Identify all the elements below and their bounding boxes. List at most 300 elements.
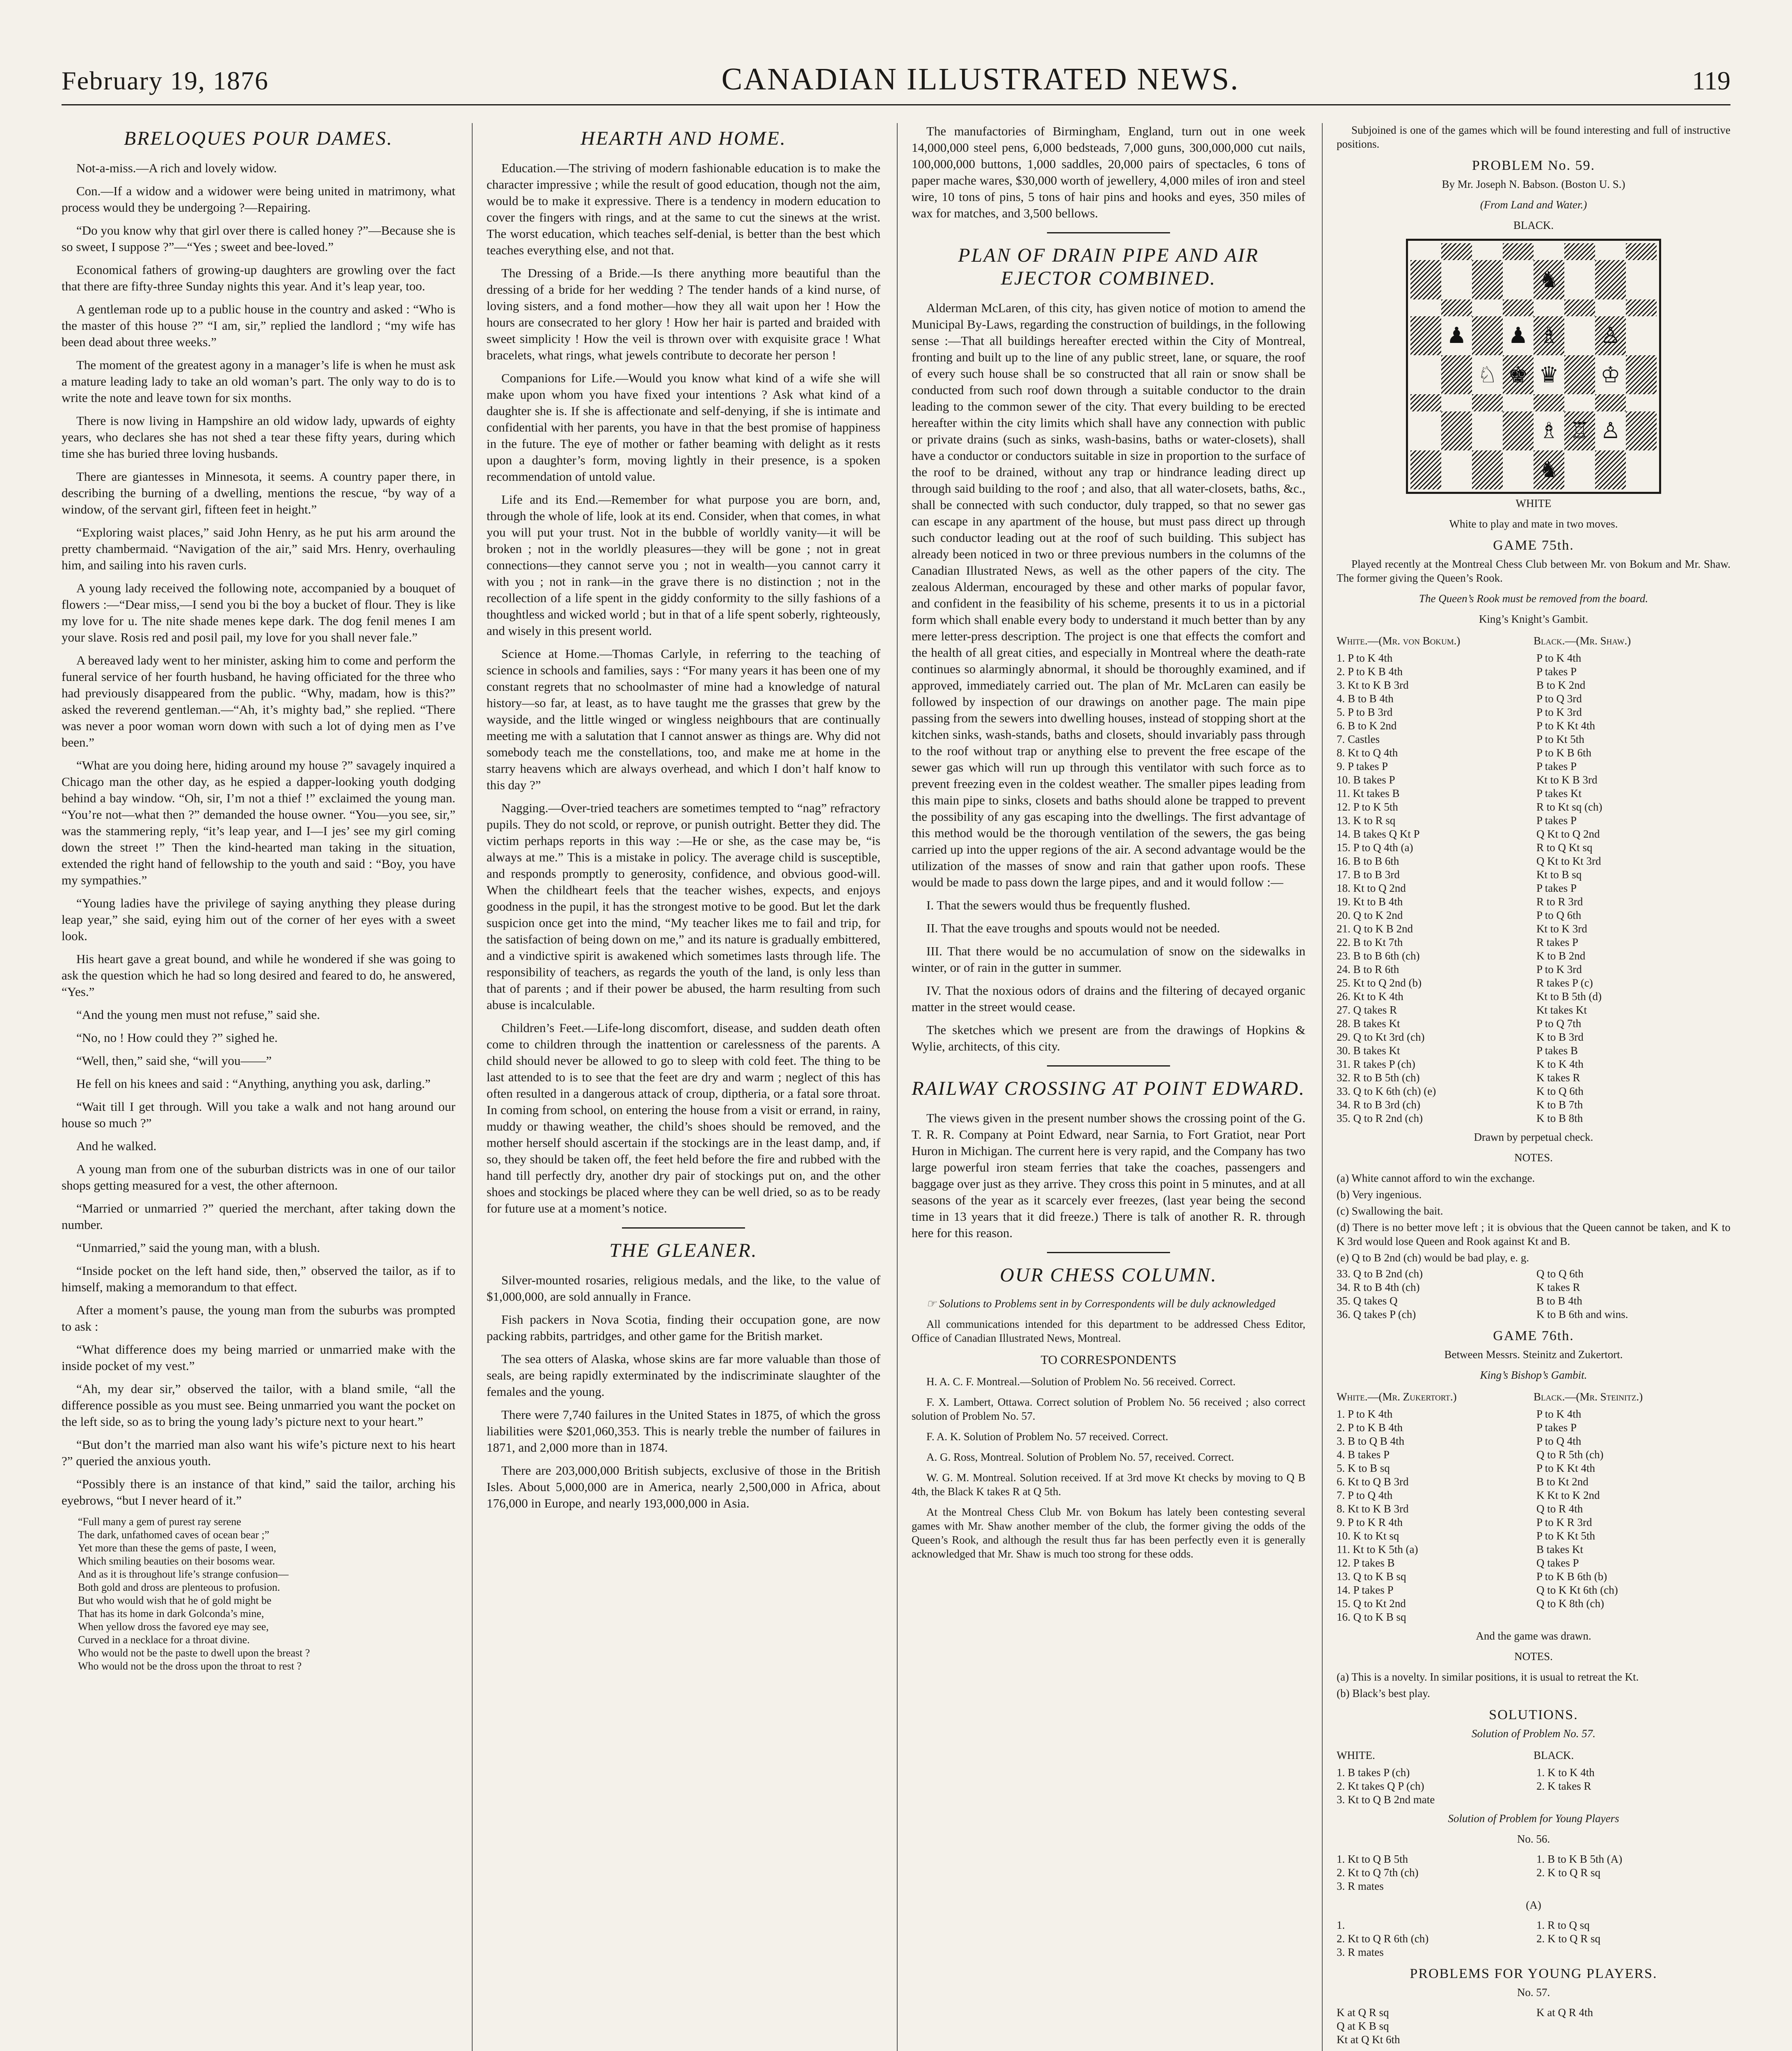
chess-piece-square: ♗ [1534, 411, 1564, 450]
paragraph: There were 7,740 failures in the United States in 1875, of which the gross liabilities were $201,060,353. This is nearly treble the number of failures in 1871, and 2,000 more than in 1874. [487, 1407, 880, 1455]
solution-header [1337, 1747, 1730, 1763]
board-square [1626, 450, 1657, 489]
move-cell: 13. Q to K B sq [1337, 1570, 1406, 1583]
board-square [1410, 243, 1441, 260]
move-cell: P to K B 6th [1536, 747, 1592, 759]
verse-line: The dark, unfathomed caves of ocean bear ;” [78, 1529, 270, 1541]
board-square [1441, 355, 1472, 394]
players-header [1337, 1389, 1730, 1405]
verse-line: That has its home in dark Golconda’s mine, [78, 1608, 264, 1619]
board-square [1503, 450, 1534, 489]
move-cell [1536, 1793, 1730, 1807]
chess-piece-square: ♞ [1534, 260, 1564, 299]
chess-diagram [1406, 239, 1661, 494]
chess-board [1410, 243, 1657, 489]
column-hearth-and-home [487, 123, 880, 2051]
move-list [1337, 1407, 1730, 1624]
move-cell: 35. Q to R 2nd (ch) [1337, 1112, 1423, 1124]
verse-line: Curved in a necklace for a throat divine. [78, 1634, 250, 1646]
move-cell: Kt to B sq [1536, 868, 1582, 881]
variation-list [1337, 1267, 1730, 1321]
move-cell: 13. K to R sq [1337, 814, 1396, 827]
move-cell: P takes P [1536, 882, 1577, 894]
move-cell: R to R 3rd [1536, 895, 1583, 908]
paragraph: There is now living in Hampshire an old widow lady, upwards of eighty years, who declares she has not shed a tear these fifty years, during which time she has buried three loving husbands. [62, 413, 455, 461]
move-cell: P to K 3rd [1536, 963, 1582, 975]
move-cell: 1. [1337, 1919, 1345, 1931]
newspaper-title: CANADIAN ILLUSTRATED NEWS. [721, 62, 1239, 96]
paragraph: I. That the sewers would thus be frequently flushed. [926, 898, 1191, 912]
divider [622, 1227, 745, 1229]
move-cell: 23. B to B 6th (ch) [1337, 950, 1420, 962]
move-cell: 2. Kt takes Q P (ch) [1337, 1780, 1424, 1792]
board-square [1626, 355, 1657, 394]
move-cell: B to K 2nd [1536, 679, 1586, 691]
board-square [1441, 299, 1472, 316]
move-cell: 5. P to B 3rd [1337, 706, 1393, 718]
chess-piece-square: ♞ [1534, 450, 1564, 489]
game-notes [1337, 1171, 1730, 1265]
opening-name: King’s Knight’s Gambit. [1479, 613, 1589, 625]
paragraph: “Ah, my dear sir,” observed the tailor, with a bland smile, “all the difference possible as you must see. Being unmarried you want the pocket on the left side, so as to bring the young lady’s picture next to your heart.” [62, 1382, 455, 1429]
paragraph: The sea otters of Alaska, whose skins are far more valuable than those of seals, are being rapidly exterminated by the indiscriminate slaughter of the females and the young. [487, 1352, 880, 1399]
move-cell: 21. Q to K B 2nd [1337, 923, 1413, 935]
move-cell: 4. B to B 4th [1337, 692, 1394, 705]
paragraph: Con.—If a widow and a widower were being united in matrimony, what process would they be undergoing ?—Repairing. [62, 184, 455, 215]
board-square [1472, 316, 1503, 355]
move-cell: Kt to B 5th (d) [1536, 990, 1602, 1003]
move-cell: K to B 7th [1536, 1099, 1583, 1111]
move-cell [1536, 2033, 1730, 2046]
section-title: HEARTH AND HOME. [581, 128, 786, 149]
move-cell: Kt at Q Kt 6th [1337, 2033, 1400, 2046]
move-cell: R takes P (c) [1536, 977, 1593, 989]
verse-line: “Full many a gem of purest ray serene [78, 1516, 241, 1528]
black-player: Black.—(Mr. Steinitz.) [1534, 1391, 1643, 1403]
move-cell: Q Kt to Q 2nd [1536, 828, 1600, 840]
board-square [1441, 243, 1472, 260]
paragraph: “But don’t the married man also want his wife’s picture next to his heart ?” queried the anxious youth. [62, 1437, 455, 1468]
column-breloques [62, 123, 455, 2051]
move-cell: 3. B to Q B 4th [1337, 1435, 1405, 1447]
section-title: THE GLEANER. [609, 1240, 758, 1261]
move-cell: 7. P to Q 4th [1337, 1489, 1393, 1501]
paragraph: “Do you know why that girl over there is called honey ?”—Because she is so sweet, I suppose ?”—“Yes ; sweet and bee-loved.” [62, 223, 455, 254]
move-cell: B to B 4th [1536, 1295, 1582, 1307]
verse-line: Yet more than these the gems of paste, I ween, [78, 1542, 277, 1554]
move-cell: 15. P to Q 4th (a) [1337, 841, 1413, 854]
white-player: White.—(Mr. Zukertort.) [1337, 1391, 1457, 1403]
board-square [1626, 243, 1657, 260]
black-label: BLACK. [1534, 1749, 1574, 1761]
column-rule [1322, 123, 1323, 2051]
move-cell: 3. Kt to K B 3rd [1337, 679, 1409, 691]
paragraph: Alderman McLaren, of this city, has given notice of motion to amend the Municipal By-Laws, regarding the construction of buildings, in the following sense :—That all buildings hereafter erected within the City of Montreal, fronting and built up to the line of any public street, lane, or square, the roof of every such house shall be so constructed that all rain or snow shall be conducted from such roof down through a suitable conductor to the drain leading to the common sewer of the city. That every building to be erected hereafter within the city limits which shall have any connection with public or private drains (such as sinks, wash-basins, baths or water-closets), shall have a conductor or conductors suitable in size in proportion to the surface of the roof to be drained, without any trap or hindrance leading direct up through said building to the roof ; and also, that all water-closets, baths, &c., shall be connected with such conductor, duly trapped, so that no sewer gas can escape in any apartment of the house, but must pass direct up through such conductor leading out at the roof of such building. This subject has already been noticed in two or three previous numbers in the columns of the Canadian Illustrated News, as well as the other papers of the city. The zealous Alderman, encouraged by these and other marks of popular favor, and confident in the feasibility of his scheme, presents it to us in a pictorial form which shall enable every body to understand it much better than by any mere letter-press description. The project is one that effects the comfort and the health of all great cities, and especially in Montreal where the death-rate continues so alarmingly abnormal, it should be thoroughly examined, and if approved, immediately carried out. The plan of Mr. McLaren can easily be followed by inspection of our drawings on another page. The main pipe passing from the sewers into dwelling houses, instead of stopping short at the kitchen sinks, wash-stands, baths and closets, should invariably pass through to the roof without trap or anything else to prevent the free escape of the sewer gas which will run up through this ventilator with such force as to prevent freezing even in the coldest weather. The smaller pipes leading from this main pipe to sinks, closets and baths should alone be trapped to prevent the possibility of any gas escaping into the dwellings. The first advantage of this method would be the thorough ventilation of the sewers, the gas being carried up into the upper regions of the air. A second advantage would be the utilization of the masses of snow and rain that gather upon roofs. These would be made to pass down the large pipes, and and it would follow :— [912, 301, 1305, 889]
move-cell: 8. Kt to Q 4th [1337, 747, 1398, 759]
paragraph: W. G. M. Montreal. Solution received. If at 3rd move Kt checks by moving to Q B 4th, the Black K takes R at Q 5th. [912, 1471, 1305, 1498]
game-title: GAME 76th. [1493, 1328, 1574, 1343]
move-cell: P to K Kt 5th [1536, 1530, 1595, 1542]
move-cell: 3. Kt to Q B 2nd mate [1337, 1793, 1435, 1806]
paragraph: And he walked. [76, 1139, 157, 1153]
move-cell: P to Q 7th [1536, 1017, 1582, 1030]
move-cell: 26. Kt to K 4th [1337, 990, 1403, 1003]
board-square [1595, 450, 1626, 489]
divider [1047, 232, 1170, 233]
board-black-label: BLACK. [1513, 219, 1554, 231]
board-square [1441, 411, 1472, 450]
article-body [487, 160, 880, 1217]
black-player: Black.—(Mr. Shaw.) [1534, 635, 1631, 647]
poem [62, 1515, 455, 1673]
move-cell: K takes R [1536, 1071, 1580, 1084]
columns [62, 123, 1730, 2051]
move-cell: Kt takes Kt [1536, 1004, 1587, 1016]
move-cell: K to B 3rd [1536, 1031, 1584, 1043]
board-square [1564, 260, 1595, 299]
game-result: Drawn by perpetual check. [1474, 1131, 1593, 1143]
board-square [1564, 355, 1595, 394]
move-cell: 3. R mates [1337, 1946, 1384, 1958]
move-cell: 4. B takes P [1337, 1448, 1390, 1461]
paragraph: “No, no ! How could they ?” sighed he. [76, 1030, 278, 1045]
move-cell: 1. R to Q sq [1536, 1919, 1590, 1931]
board-square [1564, 450, 1595, 489]
column-chess [1337, 123, 1730, 2051]
intro-note: Subjoined is one of the games which will be found interesting and full of instructive positions. [1337, 124, 1730, 150]
column-rule [897, 123, 898, 2051]
board-square [1472, 299, 1503, 316]
chess-piece-square: ♛ [1534, 355, 1564, 394]
paragraph: (c) Swallowing the bait. [1337, 1205, 1443, 1217]
move-cell: 10. K to Kt sq [1337, 1530, 1399, 1542]
move-cell: Q Kt to Kt 3rd [1536, 855, 1601, 867]
correspondents-heading: TO CORRESPONDENTS [1040, 1352, 1177, 1367]
move-cell: 15. Q to Kt 2nd [1337, 1597, 1406, 1610]
board-square [1410, 299, 1441, 316]
move-cell: 2. K to Q R sq [1536, 1932, 1601, 1945]
board-square [1626, 394, 1657, 411]
board-square [1410, 355, 1441, 394]
solution-moves [1337, 1852, 1730, 1893]
page-number: 119 [1692, 66, 1730, 95]
board-square [1564, 394, 1595, 411]
board-square [1595, 394, 1626, 411]
problems-heading: PROBLEMS FOR YOUNG PLAYERS. [1410, 1966, 1657, 1981]
move-cell: K to B 8th [1536, 1112, 1583, 1124]
paragraph: F. X. Lambert, Ottawa. Correct solution of Problem No. 56 received ; also correct solution of Problem No. 57. [912, 1396, 1305, 1422]
paragraph: There are 203,000,000 British subjects, exclusive of those in the British Isles. About 5,000,000 are in America, nearly 2,500,000 in Africa, about 176,000 in Europe, and nearly 193,000,000 in Asia. [487, 1463, 880, 1510]
problem-number: No. 57. [1517, 1986, 1550, 1998]
game-description: Between Messrs. Steinitz and Zukertort. [1444, 1348, 1623, 1361]
move-cell: P takes P [1536, 760, 1577, 772]
paragraph: “Unmarried,” said the young man, with a blush. [76, 1240, 320, 1255]
paragraph: IV. That the noxious odors of drains and the filtering of decayed organic matter in the street would cease. [912, 983, 1305, 1014]
move-cell: 14. P takes P [1337, 1584, 1394, 1596]
paragraph: “Young ladies have the privilege of saying anything they please during leap year,” she said, eying him out of the corner of her eyes with a sweet look. [62, 896, 455, 943]
verse-line: And as it is throughout life’s strange confusion— [78, 1568, 289, 1580]
move-list [1337, 651, 1730, 1125]
chess-piece-square: ♖ [1564, 411, 1595, 450]
move-cell: 12. P takes B [1337, 1557, 1395, 1569]
column-drain-pipe [912, 123, 1305, 2051]
section-title: RAILWAY CROSSING AT POINT EDWARD. [912, 1078, 1305, 1099]
move-cell: P takes P [1536, 1421, 1577, 1434]
move-cell: P to Kt 5th [1536, 733, 1584, 745]
game-note: The Queen’s Rook must be removed from the board. [1419, 592, 1648, 605]
move-cell: P to K B 6th (b) [1536, 1570, 1607, 1583]
move-cell: 35. Q takes Q [1337, 1295, 1398, 1307]
move-cell: 31. R takes P (ch) [1337, 1058, 1415, 1070]
move-cell: P to K Kt 4th [1536, 719, 1595, 732]
board-square [1503, 299, 1534, 316]
move-cell: 1. P to K 4th [1337, 1408, 1393, 1420]
paragraph: (a) White cannot afford to win the exchange. [1337, 1172, 1535, 1184]
divider [1047, 1252, 1170, 1253]
paragraph: A gentleman rode up to a public house in the country and asked : “Who is the master of this house ?” “I am, sir,” replied the landlord ; “my wife has been dead about three weeks.” [62, 302, 455, 349]
article-body [487, 1272, 880, 1512]
move-cell: 30. B takes Kt [1337, 1044, 1400, 1057]
game-title: GAME 75th. [1493, 538, 1574, 553]
paragraph: “Well, then,” said she, “will you——” [76, 1053, 272, 1068]
paragraph: The sketches which we present are from the drawings of Hopkins & Wylie, architects, of this city. [912, 1023, 1305, 1053]
paragraph: At the Montreal Chess Club Mr. von Bokum has lately been contesting several games with Mr. Shaw another member of the club, the former giving the odds of the Queen’s Rook, and although the result thus far has been perfectly even it is generally acknowledged that Mr. Shaw is much too strong for these odds. [912, 1506, 1305, 1560]
paragraph: “What are you doing here, hiding around my house ?” savagely inquired a Chicago man the other day, as he espied a dapper-looking youth dodging behind a bay window. “Oh, sir, I’m not a thief !” exclaimed the young man. “You’re not—what then ?” demanded the house owner. “You—you see, sir,” was the stammering reply, “it’s leap year, and I—I jes’ see my girl coming down the street !” Then the kind-hearted man taking in the situation, extended the right hand of fellowship to the youth and said : “Boy, you have my sympathies.” [62, 758, 455, 887]
chess-piece-square: ♔ [1595, 355, 1626, 394]
board-square [1626, 411, 1657, 450]
board-square [1534, 394, 1564, 411]
notes-heading: NOTES. [1514, 1151, 1553, 1164]
paragraph: Fish packers in Nova Scotia, finding their occupation gone, are now packing rabbits, partridges, and other game for the British market. [487, 1312, 880, 1343]
problem-title: PROBLEM No. 59. [1472, 158, 1595, 173]
move-cell: 33. Q to K 6th (ch) (e) [1337, 1085, 1436, 1097]
paragraph: (b) Black’s best play. [1337, 1687, 1430, 1699]
board-square [1534, 299, 1564, 316]
chess-piece-square: ♚ [1503, 355, 1534, 394]
problem-source: (From Land and Water.) [1480, 199, 1587, 211]
paragraph: Companions for Life.—Would you know what kind of a wife she will make upon whom you have fixed your intentions ? Ask what kind of a daughter she is. If she is affectionate and self-denying, if she is intimate and confidential with her parents, you have in that the best promise of happiness in the future. The eye of mother or father beaming with delight as it rests upon a daughter’s form, moving lightly in their presence, is a spoken recommendation of untold value. [487, 371, 880, 484]
move-cell: 20. Q to K 2nd [1337, 909, 1403, 921]
board-square [1595, 299, 1626, 316]
move-cell: P to K 4th [1536, 652, 1582, 664]
move-cell: K to B 2nd [1536, 950, 1586, 962]
section-title: BRELOQUES POUR DAMES. [123, 128, 393, 149]
problem-author: By Mr. Joseph N. Babson. (Boston U. S.) [1442, 178, 1625, 190]
board-square [1441, 260, 1472, 299]
article-body [62, 160, 455, 1509]
move-cell: P to K R 3rd [1536, 1516, 1592, 1528]
chess-piece-square: ♘ [1472, 355, 1503, 394]
paragraph: Not-a-miss.—A rich and lovely widow. [76, 161, 277, 175]
board-square [1472, 450, 1503, 489]
paragraph: (b) Very ingenious. [1337, 1188, 1422, 1201]
move-cell: 7. Castles [1337, 733, 1380, 745]
move-cell: P to Q 4th [1536, 1435, 1582, 1447]
game-notes [1337, 1670, 1730, 1700]
move-cell: K to K 4th [1536, 1058, 1584, 1070]
move-cell [1536, 1880, 1730, 1893]
move-cell: B to Kt 2nd [1536, 1475, 1589, 1488]
paragraph: A young man from one of the suburban districts was in one of our tailor shops getting measured for a vest, the other afternoon. [62, 1162, 455, 1192]
move-cell: 2. Kt to Q 7th (ch) [1337, 1866, 1419, 1879]
move-cell: 2. K takes R [1536, 1780, 1591, 1792]
masthead [62, 62, 1730, 105]
paragraph: Life and its End.—Remember for what purpose you are born, and, through the whole of life, look at its end. Consider, when that comes, in what you will put your trust. Not in the bubble of worldly vanity—it will be broken ; not in the worldly pleasures—they will be gone ; not in great connections—they cannot serve you ; not in wealth—you cannot carry it with you ; not in rank—in the grave there is no distinction ; not in the recollection of a life spent in the giddy conformity to the silly fashions of a thoughtless and wicked world ; but in that of a life spent soberly, righteously, and wisely in this present world. [487, 492, 880, 638]
move-cell: 17. B to B 3rd [1337, 868, 1400, 881]
board-white-label: WHITE [1515, 497, 1552, 509]
move-cell: R takes P [1536, 936, 1579, 948]
move-cell: K to Q 6th [1536, 1085, 1584, 1097]
board-square [1503, 394, 1534, 411]
paragraph: Nagging.—Over-tried teachers are sometimes tempted to “nag” refractory pupils. They do not scold, or reprove, or punish outright. Better they did. The victim perhaps reports in this way :—He or she, as the case may be, “is always at me.” This is a mistake in policy. The average child is susceptible, and responds promptly to generosity, confidence, and obvious good-will. When the childheart feels that the teacher wishes, expects, and enjoys goodness in the pupil, it has the strongest motive to be good. But let the dark suspicion once get into the mind, “My teacher likes me to fail and trip, for the satisfaction of being down on me,” and its nature is gradually embittered, and a vindictive spirit is awakened which sometimes lasts through life. The responsibility of teachers, as regards the youth of the land, is only less than that of parents ; and if their power be abused, the harm resulting from such abuse is incalculable. [487, 801, 880, 1012]
move-cell: 33. Q to B 2nd (ch) [1337, 1268, 1423, 1280]
move-cell: Kt to K B 3rd [1536, 774, 1598, 786]
move-cell: Q to Q 6th [1536, 1268, 1584, 1280]
move-cell: R to Kt sq (ch) [1536, 801, 1602, 813]
board-square [1472, 394, 1503, 411]
players-header [1337, 633, 1730, 649]
move-cell: 19. Kt to B 4th [1337, 895, 1403, 908]
board-square [1626, 299, 1657, 316]
move-cell: 1. B to K B 5th (A) [1536, 1853, 1623, 1865]
board-square [1472, 243, 1503, 260]
paragraph: (d) There is no better move left ; it is obvious that the Queen cannot be taken, and K to K 3rd would lose Queen and Rook against Kt and B. [1337, 1221, 1730, 1247]
board-square [1472, 411, 1503, 450]
solution-title: Solution of Problem No. 57. [1472, 1727, 1595, 1740]
verse-line: Who would not be the paste to dwell upon the breast ? [78, 1647, 310, 1659]
paragraph: Silver-mounted rosaries, religious medals, and the like, to the value of $1,000,000, are sold annually in France. [487, 1273, 880, 1304]
move-cell: 27. Q takes R [1337, 1004, 1397, 1016]
move-cell: K to B 6th and wins. [1536, 1308, 1628, 1320]
move-cell: 1. K to K 4th [1536, 1766, 1595, 1779]
issue-date: February 19, 1876 [62, 66, 269, 95]
move-cell: P takes Kt [1536, 787, 1582, 799]
board-square [1595, 243, 1626, 260]
article-body [912, 300, 1305, 1055]
chess-piece-square: ♟ [1441, 316, 1472, 355]
move-cell: Q to R 5th (ch) [1536, 1448, 1604, 1461]
move-cell: 2. Kt to Q R 6th (ch) [1337, 1932, 1429, 1945]
problem-position [1337, 2006, 1730, 2046]
chess-piece-square: ♙ [1595, 411, 1626, 450]
paragraph: The manufactories of Birmingham, England, turn out in one week 14,000,000 steel pens, 6,000 bedsteads, 7,000 guns, 300,000,000 cut nails, 100,000,000 buttons, 1,000 saddles, 20,000 pairs of spectacles, 6 tons of paper mache wares, $30,000 worth of jewellery, 4,000 miles of iron and steel wire, 10 tons of pins, 5 tons of hair pins and hooks and eyes, 350 miles of wax for matches, and 3,500 bellows. [912, 124, 1305, 220]
move-cell: R to Q Kt sq [1536, 841, 1593, 854]
board-square [1534, 243, 1564, 260]
board-square [1410, 450, 1441, 489]
move-cell: 1. P to K 4th [1337, 652, 1393, 664]
paragraph: Education.—The striving of modern fashionable education is to make the character impressive ; while the result of good education, though not the aim, would be to make it expressive. There is a tendency in modern education to cover the fingers with rings, and at the same to cut the sinews at the wrist. The worst education, which teaches self-denial, is better than the best which teaches everything else, and not that. [487, 161, 880, 257]
move-cell: 2. P to K B 4th [1337, 1421, 1403, 1434]
move-cell: 34. R to B 3rd (ch) [1337, 1099, 1420, 1111]
move-cell: 10. B takes P [1337, 774, 1395, 786]
solution-number: No. 56. [1517, 1833, 1550, 1845]
paragraph: (a) This is a novelty. In similar positions, it is usual to retreat the Kt. [1337, 1671, 1639, 1683]
move-cell: 36. Q takes P (ch) [1337, 1308, 1416, 1320]
move-cell: P to Q 6th [1536, 909, 1582, 921]
paragraph: A young lady received the following note, accompanied by a bouquet of flowers :—“Dear miss,—I send you bi the boy a bucket of flour. They is like my love for u. The nite shade menes kepe dark. The dog fenil menes I am your slave. Rosis red and posil pail, my love for you shall never fale.” [62, 581, 455, 644]
board-square [1564, 316, 1595, 355]
move-cell: 2. K to Q R sq [1536, 1866, 1601, 1879]
board-square [1564, 299, 1595, 316]
paragraph: Children’s Feet.—Life-long discomfort, disease, and sudden death often come to children through the inattention or carelessness of the parents. A child should never be allowed to go to sleep with cold feet. The thing to be last attended to is to see that the feet are dry and warm ; neglect of this has often resulted in a dangerous attack of croup, diptheria, or a fatal sore throat. In coming from school, on entering the house from a visit or errand, in rainy, muddy or thawing weather, the child’s shoes should be removed, and the mother herself should ascertain if the stockings are in the least damp, and, if so, they should be taken off, the feet held before the fire and rubbed with the hand till perfectly dry, another dry pair of stockings put on, and the other shoes and stockings be placed where they can be well dried, so as to be ready for future use at a moment’s notice. [487, 1021, 880, 1215]
move-cell: P takes B [1536, 1044, 1578, 1057]
board-square [1472, 260, 1503, 299]
board-square [1410, 260, 1441, 299]
chess-piece-square: ♙ [1595, 316, 1626, 355]
move-cell: Q to K 8th (ch) [1536, 1597, 1604, 1610]
move-cell: 6. Kt to Q B 3rd [1337, 1475, 1409, 1488]
board-square [1503, 243, 1534, 260]
paragraph: His heart gave a great bound, and while he wondered if she was going to ask the question which he had so long desired and feared to do, he answered, “Yes.” [62, 952, 455, 999]
move-cell: 28. B takes Kt [1337, 1017, 1400, 1030]
paragraph: A. G. Ross, Montreal. Solution of Problem No. 57, received. Correct. [926, 1451, 1234, 1463]
verse-line: Both gold and dross are plenteous to profusion. [78, 1581, 280, 1593]
move-cell: K at Q R sq [1337, 2006, 1389, 2019]
move-cell: 24. B to R 6th [1337, 963, 1399, 975]
paragraph: (e) Q to B 2nd (ch) would be bad play, e. g. [1337, 1252, 1529, 1264]
paragraph: “Inside pocket on the left hand side, then,” observed the tailor, as if to himself, making a memorandum to that effect. [62, 1263, 455, 1294]
white-label: WHITE. [1337, 1749, 1375, 1761]
move-cell: 16. B to B 6th [1337, 855, 1399, 867]
paragraph: “What difference does my being married or unmarried make with the inside pocket of my vest.” [62, 1342, 455, 1373]
move-cell: 6. B to K 2nd [1337, 719, 1397, 732]
board-square [1595, 260, 1626, 299]
paragraph: F. A. K. Solution of Problem No. 57 received. Correct. [926, 1430, 1168, 1443]
move-cell: 11. Kt to K 5th (a) [1337, 1543, 1418, 1555]
board-square [1410, 411, 1441, 450]
move-cell: Q takes P [1536, 1557, 1579, 1569]
solution-title: Solution of Problem for Young Players [1448, 1812, 1619, 1825]
move-cell: 1. Kt to Q B 5th [1337, 1853, 1408, 1865]
solution-moves [1337, 1766, 1730, 1807]
white-player: White.—(Mr. von Bokum.) [1337, 635, 1461, 647]
variation-label: (A) [1526, 1899, 1541, 1911]
move-cell: P to K Kt 4th [1536, 1462, 1595, 1474]
move-cell: 1. B takes P (ch) [1337, 1766, 1410, 1779]
board-square [1503, 411, 1534, 450]
board-square [1410, 316, 1441, 355]
board-square [1626, 260, 1657, 299]
paragraph: II. That the eave troughs and spouts would not be needed. [926, 921, 1220, 935]
move-cell: Q at K B sq [1337, 2020, 1389, 2032]
paragraph: III. That there would be no accumulation of snow on the sidewalks in winter, or of rain in the gutter in summer. [912, 944, 1305, 975]
move-cell: 3. R mates [1337, 1880, 1384, 1892]
game-result: And the game was drawn. [1476, 1630, 1591, 1642]
move-cell: 25. Kt to Q 2nd (b) [1337, 977, 1422, 989]
move-cell: 11. Kt takes B [1337, 787, 1400, 799]
move-cell: K takes R [1536, 1281, 1580, 1293]
verse-line: Which smiling beauties on their bosoms wear. [78, 1555, 275, 1567]
paragraph: After a moment’s pause, the young man from the suburbs was prompted to ask : [62, 1303, 455, 1334]
move-cell: P takes P [1536, 814, 1577, 827]
verse-line: Who would not be the dross upon the throat to rest ? [78, 1660, 302, 1672]
board-square [1441, 394, 1472, 411]
paragraph: Science at Home.—Thomas Carlyle, in referring to the teaching of science in schools and families, says : “For many years it has been one of my constant regrets that no schoolmaster of mine had a knowledge of natural history—so far, at least, as to have taught me the grasses that grew by the wayside, and the little winged or wingless neighbours that are continually meeting me with a salutation that I cannot answer as things are. Why did not somebody teach me the constellations, too, and make me at home in the starry heavens which are always overhead, and which I don’t half know to this day ?” [487, 646, 880, 792]
chess-piece-square: ♗ [1534, 316, 1564, 355]
move-cell: 2. P to K B 4th [1337, 665, 1403, 678]
communications-note: All communications intended for this department to be addressed Chess Editor, Office of Canadian Illustrated News, Montreal. [912, 1318, 1305, 1344]
paragraph: There are giantesses in Minnesota, it seems. A country paper there, in describing the burning of a dwelling, mentions the rescue, “by way of a window, of the servant girl, fifteen feet in height.” [62, 469, 455, 516]
move-cell: P takes P [1536, 665, 1577, 678]
move-cell: P to Q 3rd [1536, 692, 1582, 705]
verse-line: When yellow dross the favored eye may see, [78, 1621, 269, 1633]
move-cell: P to K 3rd [1536, 706, 1582, 718]
move-cell: K Kt to K 2nd [1536, 1489, 1600, 1501]
move-cell: 22. B to Kt 7th [1337, 936, 1403, 948]
paragraph: Economical fathers of growing-up daughters are growling over the fact that there are fifty-three Sunday nights this year. And it’s leap year, too. [62, 263, 455, 293]
move-cell: 32. R to B 5th (ch) [1337, 1071, 1420, 1084]
column-rule [472, 123, 473, 2051]
